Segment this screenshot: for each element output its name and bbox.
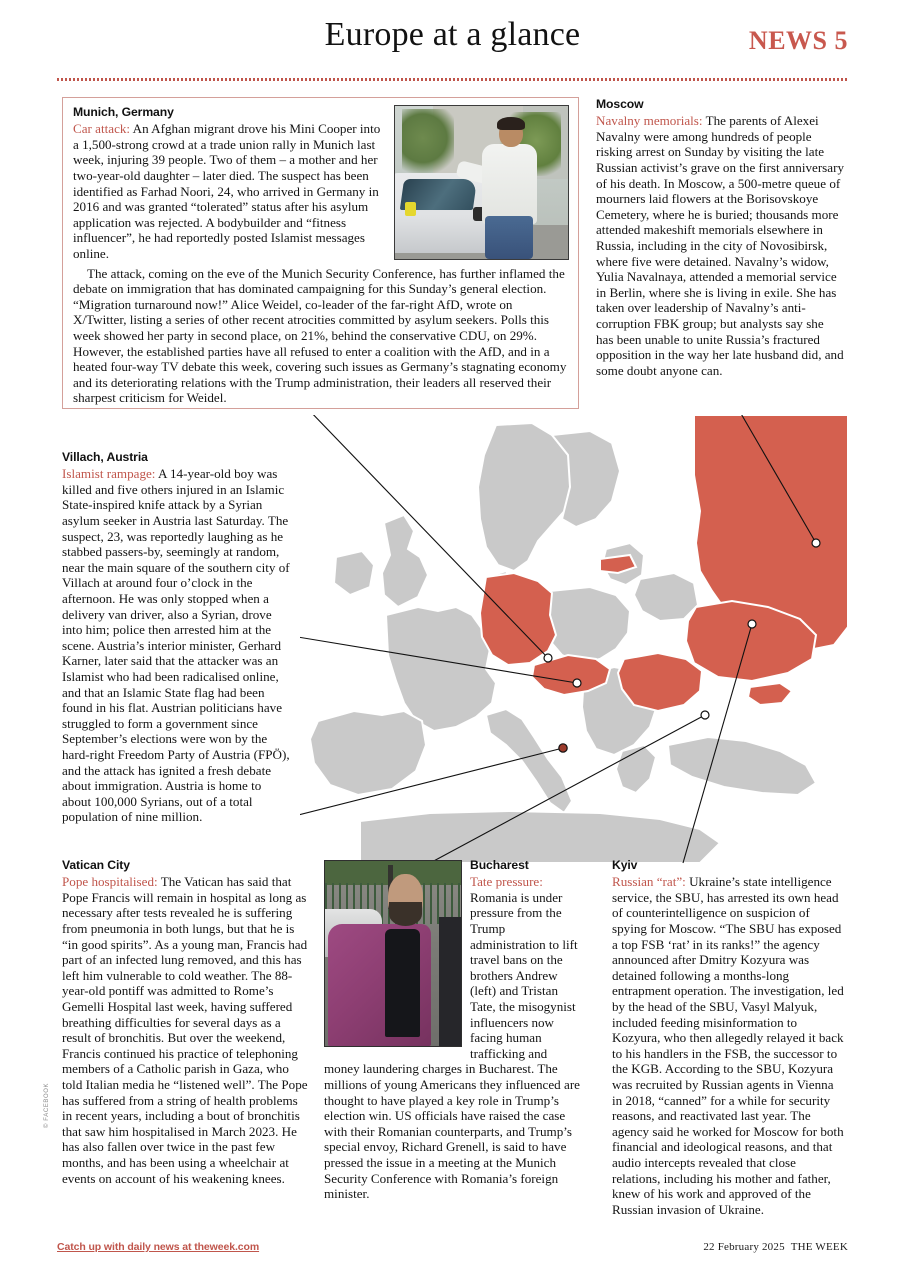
photo-tree — [402, 109, 454, 182]
article-villach-lede: Islamist rampage: — [62, 466, 156, 482]
article-munich — [62, 97, 579, 409]
map-country-iberia — [310, 711, 426, 795]
photo-bystander — [439, 917, 461, 1047]
map-marker-munich — [544, 654, 552, 662]
article-vatican-para1: The Vatican has said that Pope Francis will remain in hospital as long as necessary after tests revealed he is suffering from pneumonia in both lungs, but that he is “in good spirits”. As a young man, Francis had part of an infected lung removed, and this has left him vulnerable to cold weather. The 88-year-old pontiff was admitted to Rome’s Gemelli Hospital last week, having suffered breathing difficulties for several days as a result of bronchitis. But over the weekend, Francis continued his practice of telephoning members of a Catholic parish in Gaza, who told Italian media he “listened well”. The Pope has suffered from a string of health problems in recent years, including a bout of bronchitis that saw him hospitalised in March 2023. He has also fallen over twice in the past few months, and has been using a wheelchair at events on account of his weakening knees. — [62, 874, 308, 1186]
footer-date: 22 February 2025 — [703, 1241, 785, 1253]
photo-torso — [482, 144, 537, 224]
photo-beard — [389, 902, 422, 926]
article-bucharest-lede: Tate pressure: — [470, 874, 543, 890]
article-villach-place: Villach, Austria — [62, 450, 148, 464]
article-villach — [62, 450, 292, 825]
article-kyiv-place: Kyiv — [612, 858, 638, 872]
section-label: NEWS 5 — [748, 26, 848, 55]
article-munich-place: Munich, Germany — [73, 105, 174, 119]
photo-credit: © FACEBOOK — [44, 1082, 50, 1128]
photo-hair — [497, 117, 525, 131]
map-country-north-africa — [360, 811, 720, 863]
map-marker-moscow — [812, 539, 820, 547]
map-country-crimea — [748, 683, 792, 705]
article-bucharest-para1: Romania is under pressure from the Trump administration to lift travel bans on the brothers Andrew (left) and Tristan Tate, the misogynist influencers now facing human trafficking and money laundering charges in Bucharest. The millions of young Americans they influenced are thought to have played a key role in Trump’s election win. US officials have raised the case with their Romanian counterparts, and Trump’s special envoy, Richard Grenell, is said to have pressed the issue in a meeting at the Munich Security Conference with Romania’s foreign minister. — [324, 889, 580, 1202]
article-kyiv-lede: Russian “rat”: — [612, 874, 686, 890]
europe-map-svg — [300, 415, 848, 865]
article-munich-photo — [394, 105, 569, 260]
map-country-poland-cz-hu — [546, 587, 630, 663]
europe-map — [300, 415, 848, 865]
map-country-turkey — [668, 737, 816, 795]
article-kyiv — [612, 858, 844, 1217]
article-munich-para1-block — [73, 121, 384, 261]
photo-window-sticker — [405, 202, 415, 216]
footer-promo-link[interactable]: Catch up with daily news at theweek.com — [57, 1241, 260, 1253]
article-vatican-place: Vatican City — [62, 858, 130, 872]
map-country-belarus — [634, 573, 698, 621]
footer-issue-info — [703, 1241, 848, 1253]
article-villach-body — [62, 466, 292, 825]
map-country-ireland — [334, 551, 374, 595]
article-villach-para1: A 14-year-old boy was killed and five others injured in an Islamic State-inspired knife attack by a Syrian asylum seeker in Austria last Saturday. The suspect, 23, was reportedly laughing as he stabbed passers-by, seemingly at random, near the main square of the southern city of Villach at around four o’clock in the afternoon. He was only stopped when a delivery van driver, also a Syrian, drove into him; police then arrested him at the scene. Austria’s interior minister, Gerhard Karner, later said that the attacker was an Islamist who had been radicalised online, and that an Islamic State flag had been found in his flat. Austrian politicians have struggled to form a government since September’s elections were won by the hard-right Freedom Party of Austria (FPÖ), and the attack has ignited a fresh debate about immigration. Austria is home to about 100,000 Syrians, out of a total population of nine million. — [62, 466, 290, 825]
map-marker-kyiv — [748, 620, 756, 628]
article-moscow — [596, 97, 844, 378]
article-munich-para2-block — [73, 266, 569, 406]
map-country-italy — [486, 709, 572, 813]
page-title: Europe at a glance — [324, 16, 581, 53]
map-marker-bucharest — [701, 711, 709, 719]
article-munich-para2: The attack, coming on the eve of the Munich Security Conference, has further inflamed the debate on immigration that has dominated campaigning for this Sunday’s general election. “Migration turnaround now!” Alice Weidel, co-leader of the far-right AfD, wrote on X/Twitter, listing a series of other recent atrocities committed by asylum seekers. Polls this week showed her party in second place, on 21%, behind the conservative CDU, on 29%. However, the established parties have all refused to enter a coalition with the AfD, and in a heated four-way TV debate this week, covering such issues as Germany’s stagnating economy and its deteriorating relations with the Trump administration, their leaders all reserved their sharpest criticism for Weidel. — [73, 265, 567, 406]
article-bucharest — [324, 858, 582, 1202]
article-bucharest-photo — [324, 860, 462, 1047]
article-moscow-para1: The parents of Alexei Navalny were among hundreds of people risking arrest on Sunday by visiting the late Russian activist’s grave on the first anniversary of his death. In Moscow, a 500-metre queue of mourners laid flowers at the Borisovskoye Cemetery, where he is buried; thousands more attended makeshift memorials elsewhere in Russia, including in the city of Novosibirsk, where five were detained. Navalny’s widow, Yulia Navalnaya, attended a memorial service in Berlin, where she is living in exile. She has taken over leadership of Navalny’s anti-corruption FBK group; but analysts say she has been unable to unite Russia’s fractured opposition in the way her late husband did, and some doubt anyone can. — [596, 113, 844, 378]
map-marker-villach — [573, 679, 581, 687]
map-country-germany — [480, 573, 556, 665]
map-marker-vatican — [559, 744, 567, 752]
article-vatican — [62, 858, 310, 1186]
footer-publication: THE WEEK — [790, 1241, 848, 1253]
photo-black-shirt — [385, 929, 420, 1036]
article-moscow-lede: Navalny memorials: — [596, 113, 703, 129]
photo-jeans — [485, 216, 533, 259]
header-divider — [57, 78, 848, 81]
article-bucharest-place: Bucharest — [470, 858, 529, 872]
article-kyiv-body — [612, 874, 844, 1217]
masthead — [0, 18, 905, 70]
article-vatican-body — [62, 874, 310, 1186]
article-munich-lede: Car attack: — [73, 121, 131, 137]
article-kyiv-para1: Ukraine’s state intelligence service, the SBU, has arrested its own head of counterintelligence on suspicion of spying for Moscow. “The SBU has exposed a top FSB ‘rat’ in its ranks!” the agency announced after Dmitry Kozyura was detained following a months-long entrapment operation. The investigation, led by the head of the SBU, Vasyl Malyuk, included feeding misinformation to Kozyura, who then allegedly relayed it back to his handlers in the FSB, the successor to the KGB. According to the SBU, Kozyura was recruited by Russian agents in Vienna in 2018, “canned” for a while for security reasons, and reactivated last year. The agency said he worked for Moscow for both financial and ideological reasons, and that audio intercepts revealed that close relations, including his mother and father, knew of his work and approved of the Russian invasion of Ukraine. — [612, 874, 844, 1217]
article-munich-para1: An Afghan migrant drove his Mini Cooper into a 1,500-strong crowd at a trade union rally in Munich last week, injuring 39 people. Two of them – a mother and her two-year-old daughter – later died. The suspect has been identified as Farhad Noori, 24, who arrived in Germany in 2016 and was granted “tolerated” status after his asylum application was rejected. A bodybuilder and “fitness influencer”, he had reportedly posted Islamist messages online. — [73, 121, 381, 261]
article-moscow-place: Moscow — [596, 97, 644, 111]
article-moscow-body — [596, 113, 844, 378]
map-country-uk — [382, 515, 428, 607]
article-vatican-lede: Pope hospitalised: — [62, 874, 158, 890]
